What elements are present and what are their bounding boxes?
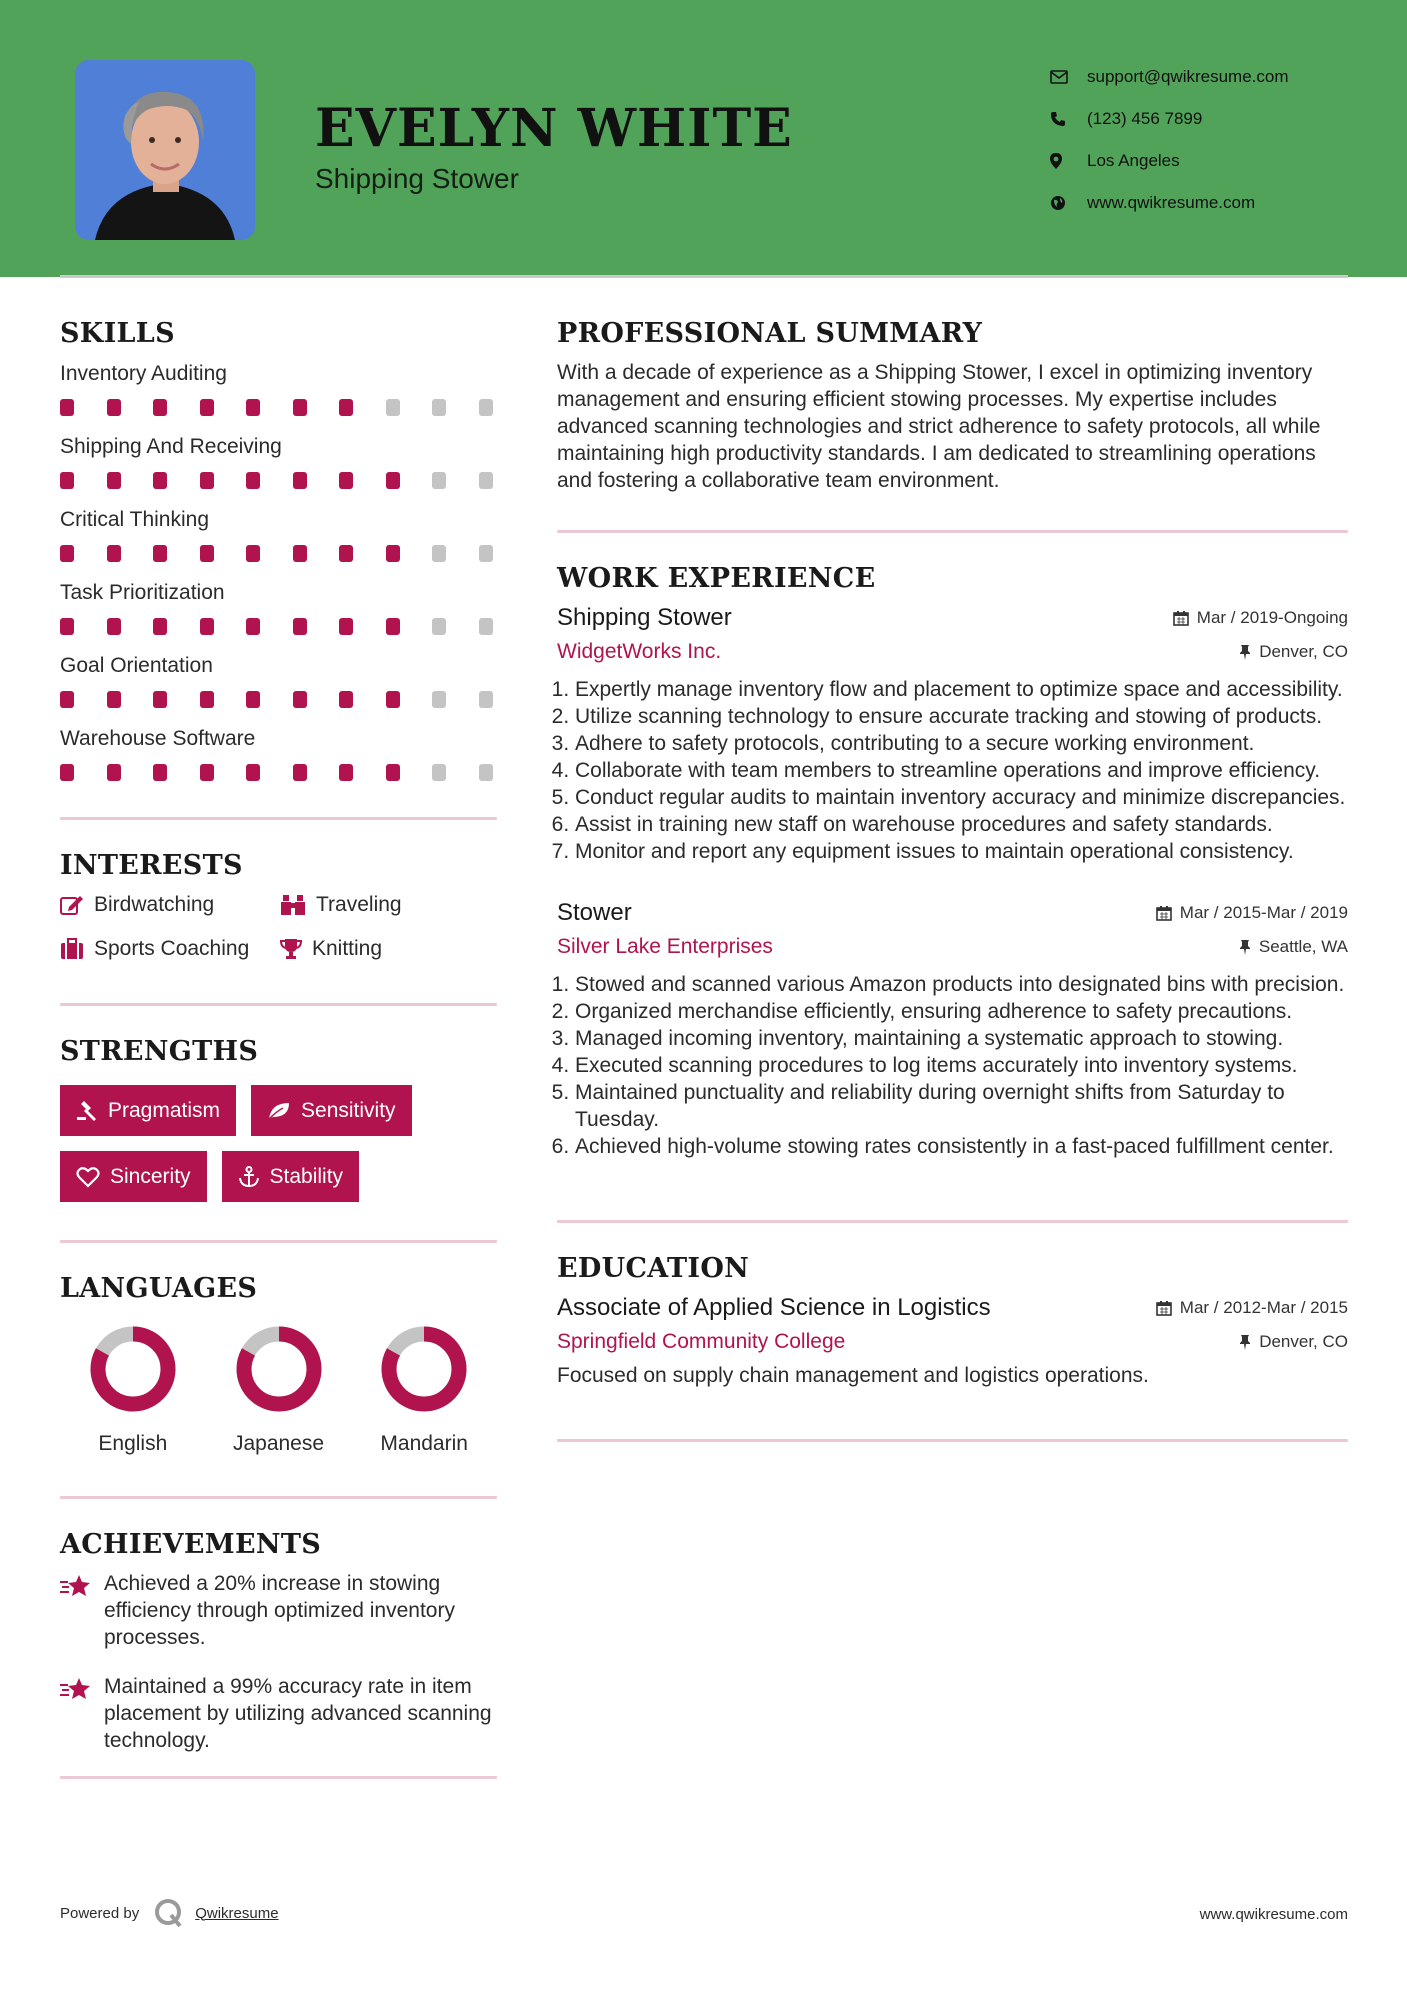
job-dates-text: Mar / 2019-Ongoing — [1196, 608, 1348, 627]
skill-dot-empty — [479, 399, 493, 416]
skill-dot-empty — [479, 618, 493, 635]
education-title: EDUCATION — [557, 1253, 750, 1284]
duty-item: 4. Executed scanning procedures to log items accurately into inventory systems. — [575, 1052, 1348, 1079]
skill-dot-filled — [153, 691, 167, 708]
contact-phone[interactable] — [1050, 98, 1370, 140]
strength-label: Sensitivity — [301, 1098, 396, 1122]
education-dates — [1156, 1298, 1348, 1318]
skill-dot-empty — [479, 764, 493, 781]
star-badge-icon — [60, 1675, 92, 1703]
skill-label: Goal Orientation — [60, 654, 213, 677]
skill-dot-filled — [200, 691, 214, 708]
summary-title: PROFESSIONAL SUMMARY — [557, 318, 983, 349]
section-divider — [557, 530, 1348, 533]
calendar-icon — [1156, 1300, 1172, 1316]
skill-item — [60, 651, 497, 724]
skill-rating — [60, 608, 497, 648]
language-item — [351, 1324, 497, 1456]
skill-dot-filled — [200, 472, 214, 489]
skill-dot-filled — [153, 399, 167, 416]
contact-location-text: Los Angeles — [1087, 151, 1180, 170]
header-banner — [0, 0, 1407, 277]
education-location-text: Denver, CO — [1259, 1332, 1348, 1351]
profile-photo — [75, 60, 255, 240]
education-degree: Associate of Applied Science in Logistics — [557, 1294, 991, 1321]
language-label: Mandarin — [380, 1432, 468, 1455]
strengths-section — [60, 1036, 497, 1202]
duty-item: 5. Conduct regular audits to maintain inventory accuracy and minimize discrepancies. — [575, 784, 1348, 811]
section-divider — [557, 1439, 1348, 1442]
achievement-item — [60, 1673, 497, 1754]
job-dates-text: Mar / 2015-Mar / 2019 — [1179, 903, 1348, 922]
pushpin-icon — [1239, 939, 1251, 955]
skill-dot-filled — [107, 472, 121, 489]
skill-dot-filled — [246, 545, 260, 562]
skill-rating — [60, 535, 497, 575]
skill-label: Warehouse Software — [60, 727, 256, 750]
footer-url[interactable]: www.qwikresume.com — [1199, 1906, 1348, 1923]
skill-dot-filled — [293, 545, 307, 562]
education-school: Springfield Community College — [557, 1330, 846, 1353]
experience-title: WORK EXPERIENCE — [557, 563, 876, 594]
skill-dot-filled — [293, 691, 307, 708]
duty-item: 6. Assist in training new staff on warehouse procedures and safety standards. — [575, 811, 1348, 838]
candidate-role: Shipping Stower — [315, 163, 519, 194]
interest-label: Birdwatching — [94, 893, 215, 916]
strength-label: Sincerity — [110, 1164, 191, 1188]
interest-label: Traveling — [316, 893, 402, 916]
contact-website[interactable] — [1050, 182, 1370, 224]
experience-section — [557, 563, 1348, 1160]
skill-item — [60, 505, 497, 578]
contact-location — [1050, 140, 1370, 182]
skill-dot-filled — [153, 618, 167, 635]
pushpin-icon — [1239, 644, 1251, 660]
skill-dot-filled — [386, 545, 400, 562]
language-level-ring — [88, 1324, 178, 1414]
languages-section — [60, 1273, 497, 1456]
skill-dot-filled — [200, 545, 214, 562]
skill-dot-empty — [432, 472, 446, 489]
powered-by-label: Powered by — [60, 1904, 140, 1922]
section-divider — [60, 1003, 497, 1006]
portrait-image — [75, 60, 255, 240]
interest-label: Knitting — [312, 937, 383, 960]
interests-title: INTERESTS — [60, 850, 243, 881]
skills-list — [60, 359, 497, 797]
skill-dot-filled — [339, 545, 353, 562]
heart-icon — [76, 1166, 100, 1188]
job-dates — [1173, 608, 1348, 628]
achievements-section — [60, 1529, 497, 1754]
strengths-list — [60, 1085, 497, 1202]
job-location — [1239, 937, 1348, 957]
contact-list — [1050, 56, 1370, 224]
strength-tag — [251, 1085, 412, 1136]
summary-text: With a decade of experience as a Shipping Stower, I excel in optimizing inventory management and ensuring efficient stowing processes. My expertise includes advanced scanning technologies and strict adherence to safety protocols, all while maintaining high productivity standards. I am dedicated to streamlining operations and fostering a collaborative team environment. — [557, 361, 1321, 492]
binoculars-icon — [280, 894, 306, 916]
skill-label: Inventory Auditing — [60, 362, 227, 385]
skill-dot-filled — [339, 472, 353, 489]
gavel-icon — [76, 1100, 98, 1122]
skill-dot-empty — [432, 764, 446, 781]
brand-link[interactable]: Qwikresume — [195, 1904, 279, 1922]
skill-dot-empty — [479, 691, 493, 708]
interest-item — [60, 935, 280, 963]
skill-item — [60, 724, 497, 797]
skills-title: SKILLS — [60, 318, 175, 349]
duty-item: 3. Adhere to safety protocols, contributing to a secure working environment. — [575, 730, 1348, 757]
interest-item — [60, 891, 280, 919]
achievement-text: Achieved a 20% increase in stowing efficiency through optimized inventory processes. — [104, 1572, 455, 1649]
skill-dot-filled — [60, 691, 74, 708]
interest-label: Sports Coaching — [94, 937, 250, 960]
language-item — [206, 1324, 352, 1456]
skill-dot-filled — [107, 545, 121, 562]
duty-item: 5. Maintained punctuality and reliability during overnight shifts from Saturday to Tuesday. — [575, 1079, 1348, 1133]
skill-dot-filled — [246, 472, 260, 489]
strength-tag — [60, 1085, 236, 1136]
skill-dot-filled — [386, 764, 400, 781]
duty-item: 6. Achieved high-volume stowing rates consistently in a fast-paced fulfillment center. — [575, 1133, 1348, 1160]
calendar-icon — [1173, 610, 1189, 626]
section-divider — [60, 817, 497, 820]
skill-rating — [60, 681, 497, 721]
skill-dot-filled — [153, 764, 167, 781]
skill-dot-filled — [246, 691, 260, 708]
skill-dot-filled — [339, 399, 353, 416]
candidate-name: EVELYN WHITE — [315, 98, 793, 159]
skill-item — [60, 578, 497, 651]
section-divider — [557, 1220, 1348, 1223]
interests-list — [60, 891, 497, 963]
education-description: Focused on supply chain management and logistics operations. — [557, 1364, 1149, 1387]
job-entry — [557, 899, 1348, 1160]
skill-label: Critical Thinking — [60, 508, 209, 531]
skill-dot-filled — [246, 399, 260, 416]
interest-item — [280, 935, 490, 963]
job-duties — [557, 676, 1348, 865]
language-label: English — [98, 1432, 168, 1455]
contact-email-text: support@qwikresume.com — [1087, 67, 1289, 86]
section-divider — [60, 1776, 497, 1779]
job-title: Stower — [557, 899, 632, 926]
skill-dot-filled — [200, 399, 214, 416]
skill-dot-filled — [339, 691, 353, 708]
skill-rating — [60, 462, 497, 502]
skill-dot-filled — [293, 764, 307, 781]
education-section — [557, 1253, 1348, 1389]
skill-dot-filled — [107, 691, 121, 708]
language-level-ring — [379, 1324, 469, 1414]
duty-item: 2. Utilize scanning technology to ensure accurate tracking and stowing of products. — [575, 703, 1348, 730]
briefcase-icon — [60, 938, 84, 960]
duty-item: 3. Managed incoming inventory, maintaining a systematic approach to stowing. — [575, 1025, 1348, 1052]
duty-item: 1. Stowed and scanned various Amazon products into designated bins with precision. — [575, 971, 1348, 998]
contact-website-text: www.qwikresume.com — [1087, 193, 1256, 212]
skill-dot-filled — [107, 399, 121, 416]
job-title: Shipping Stower — [557, 604, 732, 631]
skill-label: Shipping And Receiving — [60, 435, 282, 458]
skills-section — [60, 318, 497, 797]
education-dates-text: Mar / 2012-Mar / 2015 — [1179, 1298, 1348, 1317]
left-column — [60, 318, 497, 1779]
skill-label: Task Prioritization — [60, 581, 225, 604]
skill-dot-filled — [107, 618, 121, 635]
skill-dot-filled — [386, 618, 400, 635]
skill-dot-filled — [60, 618, 74, 635]
duty-item: 2. Organized merchandise efficiently, ensuring adherence to safety precautions. — [575, 998, 1348, 1025]
skill-rating — [60, 754, 497, 794]
contact-email[interactable] — [1050, 56, 1370, 98]
leaf-icon — [267, 1101, 291, 1121]
skill-dot-filled — [60, 399, 74, 416]
languages-title: LANGUAGES — [60, 1273, 258, 1304]
skill-dot-empty — [432, 691, 446, 708]
job-entry — [557, 604, 1348, 865]
job-location-text: Denver, CO — [1259, 642, 1348, 661]
skill-dot-empty — [386, 399, 400, 416]
trophy-icon — [280, 938, 302, 960]
skill-dot-filled — [200, 618, 214, 635]
pushpin-icon — [1239, 1334, 1251, 1350]
skill-dot-empty — [432, 545, 446, 562]
skill-dot-filled — [339, 764, 353, 781]
strength-label: Pragmatism — [108, 1098, 221, 1122]
skill-dot-filled — [60, 764, 74, 781]
strength-label: Stability — [269, 1164, 344, 1188]
interests-section — [60, 850, 497, 963]
skill-dot-filled — [60, 545, 74, 562]
strength-tag — [60, 1151, 207, 1202]
skill-dot-empty — [432, 399, 446, 416]
summary-section — [557, 318, 1348, 494]
achievement-text: Maintained a 99% accuracy rate in item placement by utilizing advanced scanning technology. — [104, 1675, 492, 1752]
skill-dot-filled — [153, 545, 167, 562]
skill-dot-filled — [339, 618, 353, 635]
anchor-icon — [238, 1166, 260, 1188]
skill-dot-filled — [386, 691, 400, 708]
skill-dot-filled — [293, 399, 307, 416]
pencil-square-icon — [60, 894, 84, 916]
achievement-item — [60, 1570, 497, 1651]
header-divider — [60, 275, 1348, 278]
skill-dot-filled — [200, 764, 214, 781]
map-pin-icon — [1050, 151, 1080, 171]
skill-dot-filled — [293, 472, 307, 489]
job-location — [1239, 642, 1348, 662]
duty-item: 7. Monitor and report any equipment issues to maintain operational consistency. — [575, 838, 1348, 865]
duty-item: 1. Expertly manage inventory flow and placement to optimize space and accessibility. — [575, 676, 1348, 703]
right-column — [557, 318, 1348, 1442]
skill-item — [60, 359, 497, 432]
achievements-title: ACHIEVEMENTS — [60, 1529, 322, 1560]
section-divider — [60, 1496, 497, 1499]
envelope-icon — [1050, 67, 1080, 87]
job-company: WidgetWorks Inc. — [557, 640, 722, 663]
section-divider — [60, 1240, 497, 1243]
language-label: Japanese — [232, 1432, 325, 1455]
footer-powered-by — [60, 1897, 279, 1929]
phone-icon — [1050, 109, 1080, 129]
skill-dot-filled — [107, 764, 121, 781]
job-location-text: Seattle, WA — [1258, 937, 1348, 956]
qwikresume-logo-icon — [153, 1897, 185, 1929]
skill-dot-filled — [293, 618, 307, 635]
languages-list — [60, 1324, 497, 1456]
duty-item: 4. Collaborate with team members to streamline operations and improve efficiency. — [575, 757, 1348, 784]
skill-dot-filled — [246, 618, 260, 635]
education-location — [1239, 1332, 1348, 1352]
job-duties — [557, 971, 1348, 1160]
language-item — [60, 1324, 206, 1456]
skill-dot-filled — [386, 472, 400, 489]
skill-dot-empty — [432, 618, 446, 635]
skill-dot-filled — [246, 764, 260, 781]
job-dates — [1156, 903, 1348, 923]
job-company: Silver Lake Enterprises — [557, 935, 773, 958]
star-badge-icon — [60, 1572, 92, 1600]
interest-item — [280, 891, 490, 919]
skill-dot-empty — [479, 472, 493, 489]
skill-item — [60, 432, 497, 505]
skill-dot-empty — [479, 545, 493, 562]
globe-icon — [1050, 193, 1080, 213]
skill-rating — [60, 389, 497, 429]
skill-dot-filled — [153, 472, 167, 489]
skill-dot-filled — [60, 472, 74, 489]
strengths-title: STRENGTHS — [60, 1036, 259, 1067]
contact-phone-text: (123) 456 7899 — [1087, 109, 1203, 128]
calendar-icon — [1156, 905, 1172, 921]
strength-tag — [222, 1151, 360, 1202]
language-level-ring — [234, 1324, 324, 1414]
